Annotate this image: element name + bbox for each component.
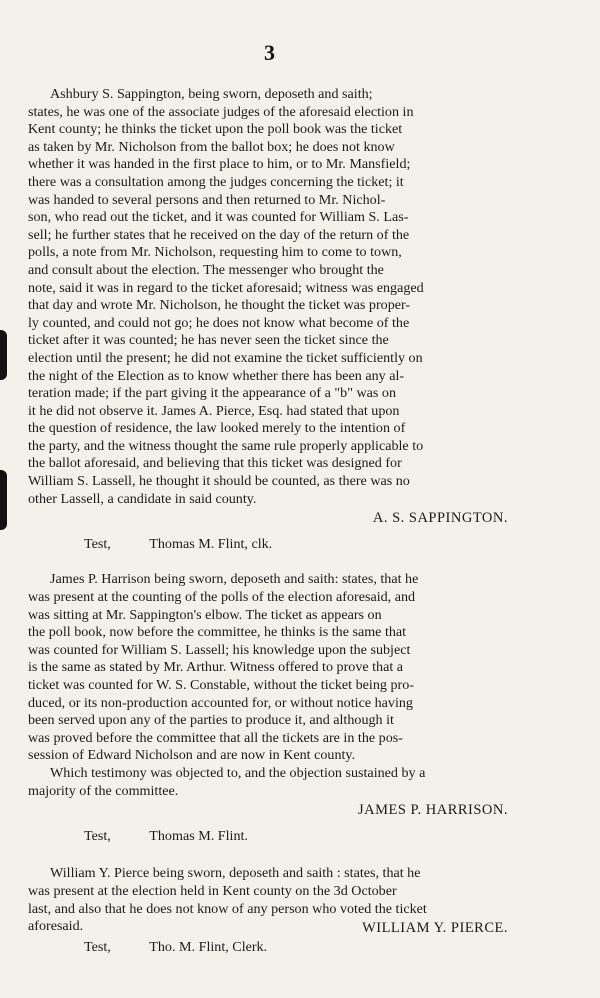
deposition-harrison [28,571,528,845]
text-line: teration made; if the part giving it the appearance of a "b" was on [28,385,397,402]
page-number: 3 [264,40,275,65]
deposition-sappington [28,86,528,553]
text-line: note, said it was in regard to the ticket aforesaid; witness was engaged [28,279,424,296]
test-label: Test, [84,535,111,552]
text-line: son, who read out the ticket, and it was counted for William S. Las- [28,209,409,226]
text-line: ly counted, and could not go; he does not know what become of the [28,314,410,331]
text-line: states, he was one of the associate judges of the aforesaid election in [28,103,414,120]
text-line: James P. Harrison being sworn, deposeth and saith: states, that he [50,571,419,588]
text-line: there was a consultation among the judges concerning the ticket; it [28,173,404,190]
text-line: was present at the election held in Kent county on the 3d October [28,882,397,899]
text-line: was proved before the committee that all the tickets are in the pos- [28,729,403,746]
text-line: was handed to several persons and then returned to Mr. Nichol- [28,191,386,208]
clerk-name: Thomas M. Flint. [149,827,248,844]
text-line: aforesaid. [28,918,84,935]
text-line: ticket was counted for W. S. Constable, without the ticket being pro- [28,677,414,693]
attestation [84,536,528,554]
text-line: Which testimony was objected to, and the objection sustained by a [50,764,426,781]
text-line: was present at the counting of the polls of the election aforesaid, and [28,589,416,606]
attestation [84,939,528,957]
binding-mark [0,470,7,530]
text-line: the poll book, now before the committee, he thinks is the same that [28,624,407,641]
document-page [28,86,528,957]
text-line: Ashbury S. Sappington, being sworn, deposeth and saith; [50,86,373,102]
text-line: the night of the Election as to know whether there has been any al- [28,367,405,384]
test-label: Test, [84,939,111,956]
signature: WILLIAM Y. PIERCE. [362,919,508,936]
deposition-pierce [28,865,528,957]
text-line: William S. Lassell, he thought it should be counted, as there was no [28,473,410,490]
deposition-text [28,86,528,508]
text-line: session of Edward Nicholson and are now in Kent county. [28,747,356,764]
text-line: was sitting at Mr. Sappington's elbow. The ticket as appears on [28,606,382,623]
text-line: sell; he further states that he received on the day of the return of the [28,226,410,243]
text-line: polls, a note from Mr. Nicholson, requesting him to come to town, [28,244,402,261]
signature: JAMES P. HARRISON. [357,802,508,819]
deposition-text [28,571,528,765]
text-line: ticket after it was counted; he has never seen the ticket since the [28,332,389,349]
text-line: election until the present; he did not examine the ticket sufficiently on [28,349,423,366]
text-line: the question of residence, the law looked merely to the intention of [28,420,406,437]
binding-mark [0,330,7,380]
text-line: whether it was handed in the first place to him, or to Mr. Mansfield; [28,156,411,173]
text-line: duced, or its non-production accounted for, or without notice having [28,694,413,711]
text-line: been served upon any of the parties to produce it, and although it [28,712,394,729]
text-line: last, and also that he does not know of any person who voted the ticket [28,900,427,917]
text-line: the ballot aforesaid, and believing that this ticket was designed for [28,455,402,472]
test-label: Test, [84,827,111,844]
text-line: Kent county; he thinks the ticket upon the poll book was the ticket [28,121,403,138]
text-line: majority of the committee. [28,782,179,799]
clerk-name: Tho. M. Flint, Clerk. [149,939,268,956]
signature: A. S. SAPPINGTON. [372,510,508,527]
text-line: other Lassell, a candidate in said county. [28,490,257,507]
text-line: the party, and the witness thought the same rule properly applicable to [28,437,424,454]
committee-note [28,765,528,800]
text-line: as taken by Mr. Nicholson from the ballot box; he does not know [28,138,395,155]
text-line: is the same as stated by Mr. Arthur. Witness offered to prove that a [28,659,404,676]
text-line: that day and wrote Mr. Nicholson, he thought the ticket was proper- [28,297,411,314]
text-line: and consult about the election. The messenger who brought the [28,261,384,278]
clerk-name: Thomas M. Flint, clk. [149,535,273,552]
text-line: it he did not observe it. James A. Pierce, Esq. had stated that upon [28,402,400,419]
text-line: was counted for William S. Lassell; his knowledge upon the subject [28,641,411,658]
text-line: William Y. Pierce being sworn, deposeth and saith : states, that he [50,865,421,882]
attestation [84,828,528,846]
